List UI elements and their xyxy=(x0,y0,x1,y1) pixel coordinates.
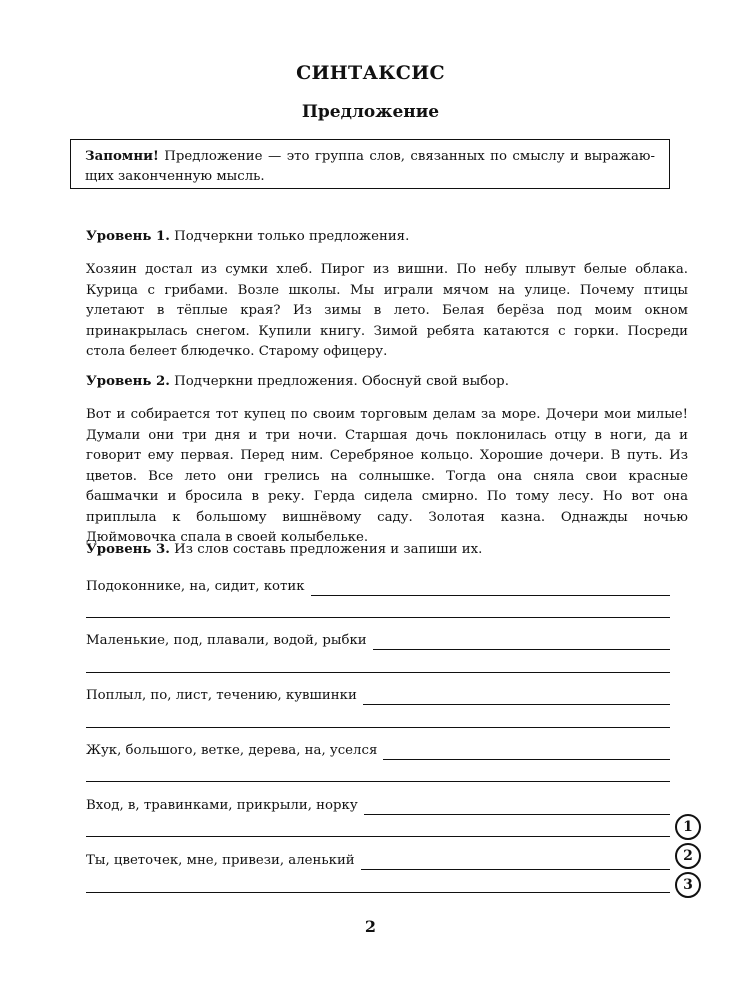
answer-line[interactable] xyxy=(86,617,670,618)
answer-line[interactable] xyxy=(86,727,670,728)
level3-label: Уровень 3. xyxy=(86,542,170,557)
exercise-words: Ты, цветочек, мне, привези, аленький xyxy=(86,853,355,868)
answer-line[interactable] xyxy=(383,745,670,760)
level1-label: Уровень 1. xyxy=(86,229,170,244)
exercise-row xyxy=(86,795,670,815)
score-circle: 1 xyxy=(675,814,701,840)
answer-line[interactable] xyxy=(86,836,670,837)
section-subtitle: Предложение xyxy=(301,102,440,122)
answer-line[interactable] xyxy=(86,781,670,782)
exercise-words: Маленькие, под, плавали, водой, рыбки xyxy=(86,633,367,648)
level1-heading xyxy=(86,227,409,247)
level2-instruction: Подчеркни предложения. Обоснуй свой выбор. xyxy=(169,374,509,389)
exercise-row xyxy=(86,576,670,596)
exercise-row xyxy=(86,850,670,870)
remember-text: Предложение — это группа слов, связанных по смыслу и выражаю-щих законченную мысль. xyxy=(85,149,655,184)
answer-line[interactable] xyxy=(86,672,670,673)
answer-line[interactable] xyxy=(86,892,670,893)
page-title: СИНТАКСИС xyxy=(296,62,445,84)
remember-box xyxy=(70,139,670,189)
answer-line[interactable] xyxy=(361,855,670,870)
score-circle: 2 xyxy=(675,843,701,869)
level2-text: Вот и собирается тот купец по своим торговым делам за море. Дочери мои милые! Думали они три дня и три ночи. Старшая дочь поклонилась отцу в ноги, да и говорит ему первая. Перед ним. Серебряное кольцо. Хорошие дочери. В путь. Из цветов. Все лето они грелись на солнышке. Тогда она сняла свои красные башмачки и бросила в реку. Герда сидела смирно. По тому лесу. Но вот она приплыла к большому вишнёвому саду. Золотая казна. Однажды ночью Дюймовочка спала в своей колыбельке. xyxy=(86,407,688,545)
answer-line[interactable] xyxy=(373,635,670,650)
exercise-words: Вход, в, травинками, прикрыли, норку xyxy=(86,798,358,813)
answer-line[interactable] xyxy=(364,800,670,815)
exercise-row xyxy=(86,630,670,650)
page-number: 2 xyxy=(364,917,377,936)
level2-label: Уровень 2. xyxy=(86,374,170,389)
level1-text: Хозяин достал из сумки хлеб. Пирог из вишни. По небу плывут белые облака. Курица с грибами. Возле школы. Мы играли мячом на улице. Почему птицы улетают в тёплые края? Из зимы в лето. Белая берёза под моим окном принакрылась снегом. Купили книгу. Зимой ребята катаются с горки. Посреди стола белеет блюдечко. Старому офицеру. xyxy=(86,262,688,359)
answer-line[interactable] xyxy=(363,690,670,705)
level2-heading xyxy=(86,372,509,392)
answer-line[interactable] xyxy=(311,581,670,596)
level3-instruction: Из слов составь предложения и запиши их. xyxy=(169,542,483,557)
exercise-row xyxy=(86,685,670,705)
score-circle: 3 xyxy=(675,872,701,898)
exercise-words: Поплыл, по, лист, течению, кувшинки xyxy=(86,688,357,703)
exercise-row xyxy=(86,740,670,760)
level3-heading xyxy=(86,540,482,560)
exercise-words: Жук, большого, ветке, дерева, на, уселся xyxy=(86,743,378,758)
level1-instruction: Подчеркни только предложения. xyxy=(169,229,410,244)
exercise-words: Подоконнике, на, сидит, котик xyxy=(86,579,305,594)
remember-label: Запомни! xyxy=(85,149,159,164)
